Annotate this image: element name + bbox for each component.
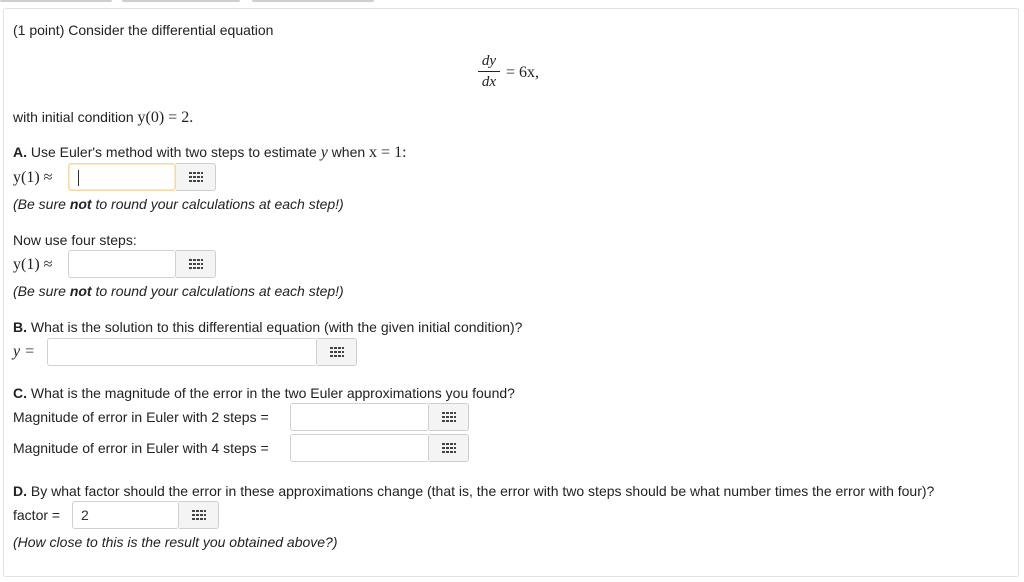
part-a-two-steps-matrix-button[interactable]	[176, 163, 216, 191]
part-a-label: A.	[13, 144, 27, 160]
part-a-prompt-2: y(1) ≈	[13, 256, 53, 273]
part-d-prompt: factor =	[13, 507, 61, 523]
part-a-question	[13, 143, 407, 162]
part-a-two-steps-input[interactable]	[68, 163, 176, 191]
part-a-note-2	[13, 282, 344, 300]
part-c-label: C.	[13, 385, 27, 401]
matrix-grid-icon	[189, 259, 203, 270]
part-a-four-steps-text: Now use four steps:	[13, 232, 137, 248]
part-a-four-steps-input[interactable]	[68, 250, 176, 278]
part-c-question	[13, 384, 515, 402]
part-b-prompt	[13, 343, 35, 361]
part-b-matrix-button[interactable]	[317, 338, 357, 366]
equation-fraction	[478, 53, 500, 90]
matrix-grid-icon	[192, 510, 206, 521]
part-b-text: What is the solution to this differential equation (with the given initial condition)?	[27, 319, 523, 335]
equation-rhs: = 6x,	[506, 64, 540, 81]
tab-edge[interactable]	[122, 0, 240, 2]
part-a-note	[13, 195, 344, 213]
part-a-note-post: to round your calculations at each step!)	[91, 196, 344, 212]
part-a-text2: when	[327, 144, 370, 160]
part-a-note-bold: not	[69, 196, 92, 212]
initial-math: y(0) = 2.	[137, 109, 194, 126]
part-a-prompt: y(1) ≈	[13, 169, 53, 186]
part-c-row1-label: Magnitude of error in Euler with 2 steps =	[13, 409, 269, 425]
part-c-error-2-steps-input[interactable]	[290, 403, 429, 431]
equation-numerator: dy	[481, 53, 497, 69]
part-a-note2-pre: (Be sure	[13, 283, 70, 299]
matrix-grid-icon	[189, 172, 203, 183]
problem-intro: (1 point) Consider the differential equation	[13, 22, 274, 38]
part-b-prompt-text: y =	[13, 343, 35, 360]
part-d-text: By what factor should the error in these approximations change (that is, the error with two steps should be what number times the error with four)?	[27, 483, 935, 499]
part-b-solution-input[interactable]	[47, 338, 317, 366]
part-c-text: What is the magnitude of the error in the two Euler approximations you found?	[27, 385, 515, 401]
tab-edge[interactable]	[0, 0, 112, 2]
equation-denominator: dx	[481, 74, 497, 90]
initial-condition-line	[13, 108, 193, 127]
top-tab-strip	[0, 0, 1024, 4]
matrix-grid-icon	[442, 443, 456, 454]
part-a-note-pre: (Be sure	[13, 196, 70, 212]
part-b-label: B.	[13, 319, 27, 335]
part-b-question	[13, 318, 522, 336]
part-a-text: Use Euler's method with two steps to estimate	[27, 144, 321, 160]
tab-edge[interactable]	[252, 0, 374, 2]
part-a-four-steps-matrix-button[interactable]	[176, 250, 216, 278]
part-a-math-y: y	[320, 144, 328, 161]
initial-text: with initial condition	[13, 109, 138, 125]
part-d-question	[13, 482, 934, 500]
text-caret	[78, 170, 79, 186]
part-c-error-4-steps-input[interactable]	[290, 434, 429, 462]
part-c-row2-matrix-button[interactable]	[429, 434, 469, 462]
part-d-factor-input[interactable]: 2	[72, 501, 179, 529]
matrix-grid-icon	[330, 347, 344, 358]
part-a-note2-bold: not	[69, 283, 92, 299]
part-c-row1-matrix-button[interactable]	[429, 403, 469, 431]
fraction-bar	[478, 71, 500, 72]
part-a-note2-post: to round your calculations at each step!)	[91, 283, 344, 299]
matrix-grid-icon	[442, 412, 456, 423]
part-c-row2-label: Magnitude of error in Euler with 4 steps =	[13, 440, 269, 456]
part-a-math-x: x = 1:	[369, 144, 407, 161]
part-d-label: D.	[13, 483, 27, 499]
part-d-note: (How close to this is the result you obtained above?)	[13, 534, 338, 550]
part-d-matrix-button[interactable]	[179, 501, 219, 529]
